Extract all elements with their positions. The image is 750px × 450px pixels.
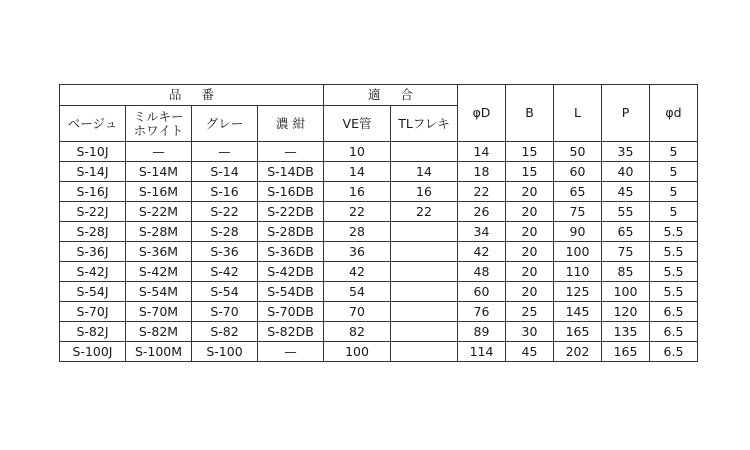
tl-flex-size-cell: [391, 262, 458, 282]
navy-code-cell: —: [258, 142, 324, 162]
outer-diameter-cell: 60: [458, 282, 506, 302]
p-value-cell: 85: [602, 262, 650, 282]
beige-code-cell: S-10J: [60, 142, 126, 162]
ve-pipe-size-cell: 28: [324, 222, 391, 242]
beige-header: ベージュ: [60, 106, 126, 142]
navy-header: 濃 紺: [258, 106, 324, 142]
navy-code-cell: S-36DB: [258, 242, 324, 262]
inner-diameter-cell: 5: [650, 142, 698, 162]
milky-white-code-cell: S-22M: [126, 202, 192, 222]
b-value-cell: 45: [506, 342, 554, 362]
ve-pipe-size-cell: 42: [324, 262, 391, 282]
ve-pipe-size-cell: 10: [324, 142, 391, 162]
beige-code-cell: S-42J: [60, 262, 126, 282]
l-value-cell: 65: [554, 182, 602, 202]
outer-diameter-cell: 18: [458, 162, 506, 182]
inner-diameter-cell: 5.5: [650, 222, 698, 242]
l-value-cell: 100: [554, 242, 602, 262]
l-value-cell: 145: [554, 302, 602, 322]
b-value-cell: 20: [506, 182, 554, 202]
beige-code-cell: S-36J: [60, 242, 126, 262]
milky-white-code-cell: S-54M: [126, 282, 192, 302]
gray-code-cell: S-54: [192, 282, 258, 302]
gray-code-cell: S-28: [192, 222, 258, 242]
milky-white-code-cell: S-36M: [126, 242, 192, 262]
ve-pipe-size-cell: 54: [324, 282, 391, 302]
gray-code-cell: —: [192, 142, 258, 162]
p-value-cell: 65: [602, 222, 650, 242]
navy-code-cell: S-70DB: [258, 302, 324, 322]
b-value-cell: 30: [506, 322, 554, 342]
gray-code-cell: S-16: [192, 182, 258, 202]
table-row: [60, 262, 698, 282]
inner-diameter-cell: 6.5: [650, 342, 698, 362]
b-value-cell: 20: [506, 282, 554, 302]
outer-diameter-cell: 14: [458, 142, 506, 162]
l-value-cell: 165: [554, 322, 602, 342]
beige-code-cell: S-22J: [60, 202, 126, 222]
p-value-cell: 35: [602, 142, 650, 162]
table-row: [60, 342, 698, 362]
milky-white-code-cell: S-82M: [126, 322, 192, 342]
navy-code-cell: S-42DB: [258, 262, 324, 282]
inner-diameter-cell: 5.5: [650, 262, 698, 282]
tl-flex-size-cell: 16: [391, 182, 458, 202]
p-value-cell: 135: [602, 322, 650, 342]
table-row: [60, 182, 698, 202]
ve-pipe-size-cell: 100: [324, 342, 391, 362]
ve-pipe-header: VE管: [324, 106, 391, 142]
outer-diameter-header: φD: [458, 85, 506, 142]
milky-white-code-cell: S-14M: [126, 162, 192, 182]
milky-white-code-cell: S-70M: [126, 302, 192, 322]
p-value-cell: 120: [602, 302, 650, 322]
l-value-cell: 125: [554, 282, 602, 302]
inner-diameter-cell: 5: [650, 162, 698, 182]
outer-diameter-cell: 114: [458, 342, 506, 362]
outer-diameter-cell: 48: [458, 262, 506, 282]
ve-pipe-size-cell: 22: [324, 202, 391, 222]
tl-flex-size-cell: 14: [391, 162, 458, 182]
l-value-cell: 75: [554, 202, 602, 222]
beige-code-cell: S-70J: [60, 302, 126, 322]
table-row: [60, 282, 698, 302]
tl-flex-header: TLフレキ: [391, 106, 458, 142]
navy-code-cell: S-28DB: [258, 222, 324, 242]
tl-flex-size-cell: [391, 142, 458, 162]
inner-diameter-cell: 5.5: [650, 242, 698, 262]
tl-flex-size-cell: [391, 342, 458, 362]
milky-white-header: ミルキー ホワイト: [126, 106, 192, 142]
beige-code-cell: S-16J: [60, 182, 126, 202]
ve-pipe-size-cell: 70: [324, 302, 391, 322]
milky-white-code-cell: S-28M: [126, 222, 192, 242]
table-row: [60, 142, 698, 162]
navy-code-cell: S-82DB: [258, 322, 324, 342]
table-row: [60, 242, 698, 262]
p-header: P: [602, 85, 650, 142]
gray-header: グレー: [192, 106, 258, 142]
inner-diameter-header: φd: [650, 85, 698, 142]
l-value-cell: 202: [554, 342, 602, 362]
inner-diameter-cell: 6.5: [650, 302, 698, 322]
b-value-cell: 15: [506, 162, 554, 182]
inner-diameter-cell: 5: [650, 202, 698, 222]
outer-diameter-cell: 22: [458, 182, 506, 202]
navy-code-cell: S-14DB: [258, 162, 324, 182]
navy-code-cell: S-22DB: [258, 202, 324, 222]
compatible-header: 適 合: [324, 85, 458, 106]
table-row: [60, 302, 698, 322]
outer-diameter-cell: 26: [458, 202, 506, 222]
p-value-cell: 100: [602, 282, 650, 302]
l-header: L: [554, 85, 602, 142]
outer-diameter-cell: 89: [458, 322, 506, 342]
table-row: [60, 322, 698, 342]
ve-pipe-size-cell: 82: [324, 322, 391, 342]
beige-code-cell: S-82J: [60, 322, 126, 342]
inner-diameter-cell: 5: [650, 182, 698, 202]
group-header-row: [60, 85, 698, 106]
beige-code-cell: S-54J: [60, 282, 126, 302]
table-row: [60, 222, 698, 242]
inner-diameter-cell: 6.5: [650, 322, 698, 342]
beige-code-cell: S-100J: [60, 342, 126, 362]
outer-diameter-cell: 34: [458, 222, 506, 242]
milky-white-code-cell: S-42M: [126, 262, 192, 282]
navy-code-cell: S-54DB: [258, 282, 324, 302]
p-value-cell: 75: [602, 242, 650, 262]
tl-flex-size-cell: [391, 322, 458, 342]
milky-white-code-cell: S-16M: [126, 182, 192, 202]
ve-pipe-size-cell: 16: [324, 182, 391, 202]
tl-flex-size-cell: [391, 302, 458, 322]
beige-code-cell: S-14J: [60, 162, 126, 182]
navy-code-cell: S-16DB: [258, 182, 324, 202]
ve-pipe-size-cell: 36: [324, 242, 391, 262]
gray-code-cell: S-36: [192, 242, 258, 262]
outer-diameter-cell: 76: [458, 302, 506, 322]
b-value-cell: 20: [506, 222, 554, 242]
outer-diameter-cell: 42: [458, 242, 506, 262]
b-value-cell: 20: [506, 262, 554, 282]
b-value-cell: 20: [506, 242, 554, 262]
tl-flex-size-cell: [391, 242, 458, 262]
tl-flex-size-cell: [391, 282, 458, 302]
beige-code-cell: S-28J: [60, 222, 126, 242]
l-value-cell: 110: [554, 262, 602, 282]
p-value-cell: 55: [602, 202, 650, 222]
l-value-cell: 60: [554, 162, 602, 182]
gray-code-cell: S-70: [192, 302, 258, 322]
gray-code-cell: S-14: [192, 162, 258, 182]
gray-code-cell: S-42: [192, 262, 258, 282]
spec-table: [59, 84, 698, 362]
table-row: [60, 162, 698, 182]
p-value-cell: 165: [602, 342, 650, 362]
b-value-cell: 15: [506, 142, 554, 162]
table-body: [60, 142, 698, 362]
milky-white-code-cell: S-100M: [126, 342, 192, 362]
tl-flex-size-cell: [391, 222, 458, 242]
p-value-cell: 40: [602, 162, 650, 182]
b-value-cell: 25: [506, 302, 554, 322]
b-header: B: [506, 85, 554, 142]
p-value-cell: 45: [602, 182, 650, 202]
l-value-cell: 90: [554, 222, 602, 242]
table-row: [60, 202, 698, 222]
l-value-cell: 50: [554, 142, 602, 162]
part-number-header: 品 番: [60, 85, 324, 106]
inner-diameter-cell: 5.5: [650, 282, 698, 302]
gray-code-cell: S-100: [192, 342, 258, 362]
b-value-cell: 20: [506, 202, 554, 222]
gray-code-cell: S-82: [192, 322, 258, 342]
milky-white-code-cell: —: [126, 142, 192, 162]
tl-flex-size-cell: 22: [391, 202, 458, 222]
navy-code-cell: —: [258, 342, 324, 362]
gray-code-cell: S-22: [192, 202, 258, 222]
ve-pipe-size-cell: 14: [324, 162, 391, 182]
